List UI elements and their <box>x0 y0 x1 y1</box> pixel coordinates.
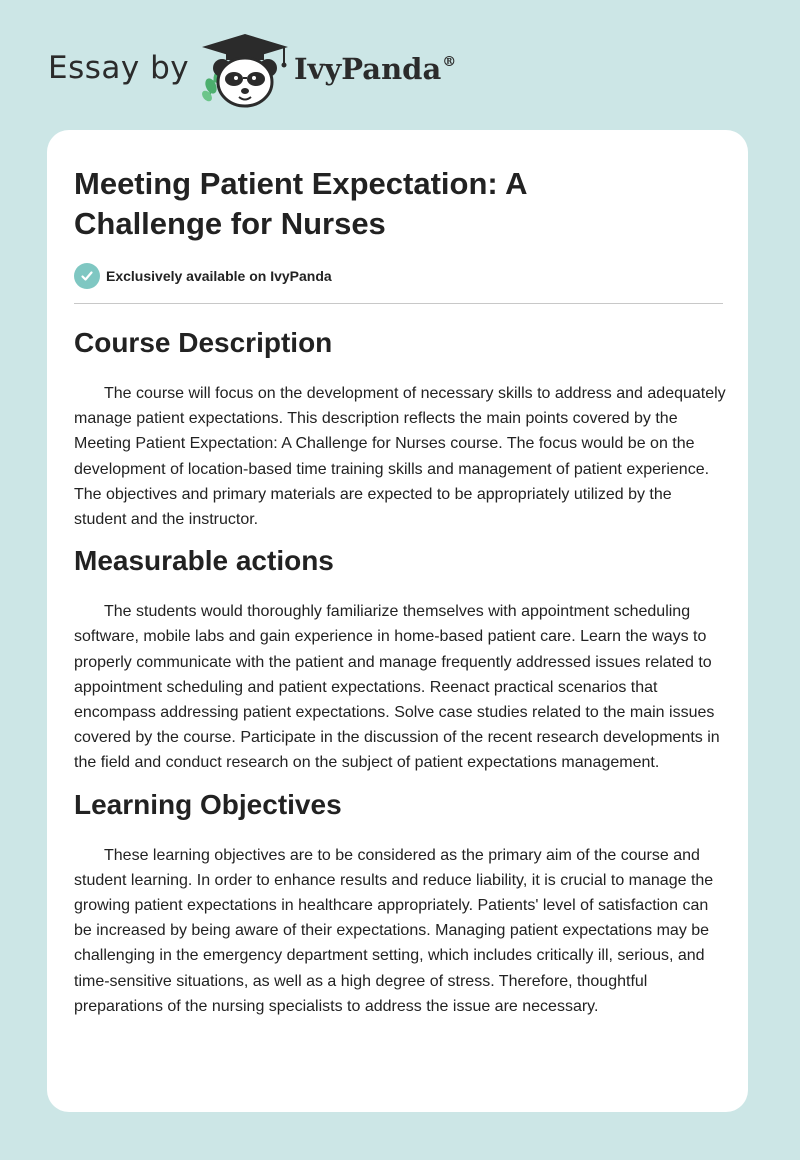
section-heading: Measurable actions <box>74 545 334 577</box>
section-heading: Course Description <box>74 327 333 358</box>
check-icon <box>74 263 100 289</box>
brand-name[interactable]: IvyPanda® <box>294 52 457 86</box>
exclusive-badge <box>74 263 332 289</box>
section-paragraph: The students would thoroughly familiarize themselves with appointment scheduling software, mobile labs and gain experience in home-based patient care. Learn the ways to properly communicate with the patient and manage frequently addressed issues related to appointment scheduling and patient expectations. Reenact practical scenarios that encompass addressing patient expectations. Solve case studies related to the main issues covered by the course. Participate in the discussion of the recent research developments in the field and conduct research on the subject of patient expectations management. <box>74 603 720 772</box>
essay-by-label: Essay by <box>48 50 190 86</box>
badge-text: Exclusively available on IvyPanda <box>106 268 332 284</box>
registered-mark: ® <box>442 54 457 70</box>
section-measurable-actions <box>74 540 726 775</box>
section-paragraph: The course will focus on the development of necessary skills to address and adequately manage patient expectations. This description reflects the main points covered by the Meeting Patient Expectation: A Challenge for Nurses course. The focus would be on the development of location-based time training skills and management of patient experience. The objectives and primary materials are expected to be appropriately utilized by the student and the instructor. <box>74 385 726 529</box>
essay-card <box>47 130 748 1112</box>
section-course-description <box>74 322 726 532</box>
site-header <box>48 30 548 110</box>
panda-logo-icon[interactable] <box>198 30 292 110</box>
divider <box>74 303 723 304</box>
essay-title: Meeting Patient Expectation: A Challenge for Nurses <box>74 166 527 241</box>
section-heading: Learning Objectives <box>74 788 342 820</box>
essay-content <box>74 322 726 1027</box>
section-paragraph: These learning objectives are to be considered as the primary aim of the course and student learning. In order to enhance results and reduce liability, it is crucial to manage the growing patient expectations in healthcare appropriately. Patients' level of satisfaction can be increased by being aware of their expectations. Managing patient expectations may be challenging in the emergency department setting, which includes critically ill, serious, and time-sensitive situations, as well as a high degree of stress. Therefore, thoughtful preparations of the nursing specialists to address the issue are necessary. <box>74 846 714 1015</box>
section-learning-objectives <box>74 784 726 1019</box>
